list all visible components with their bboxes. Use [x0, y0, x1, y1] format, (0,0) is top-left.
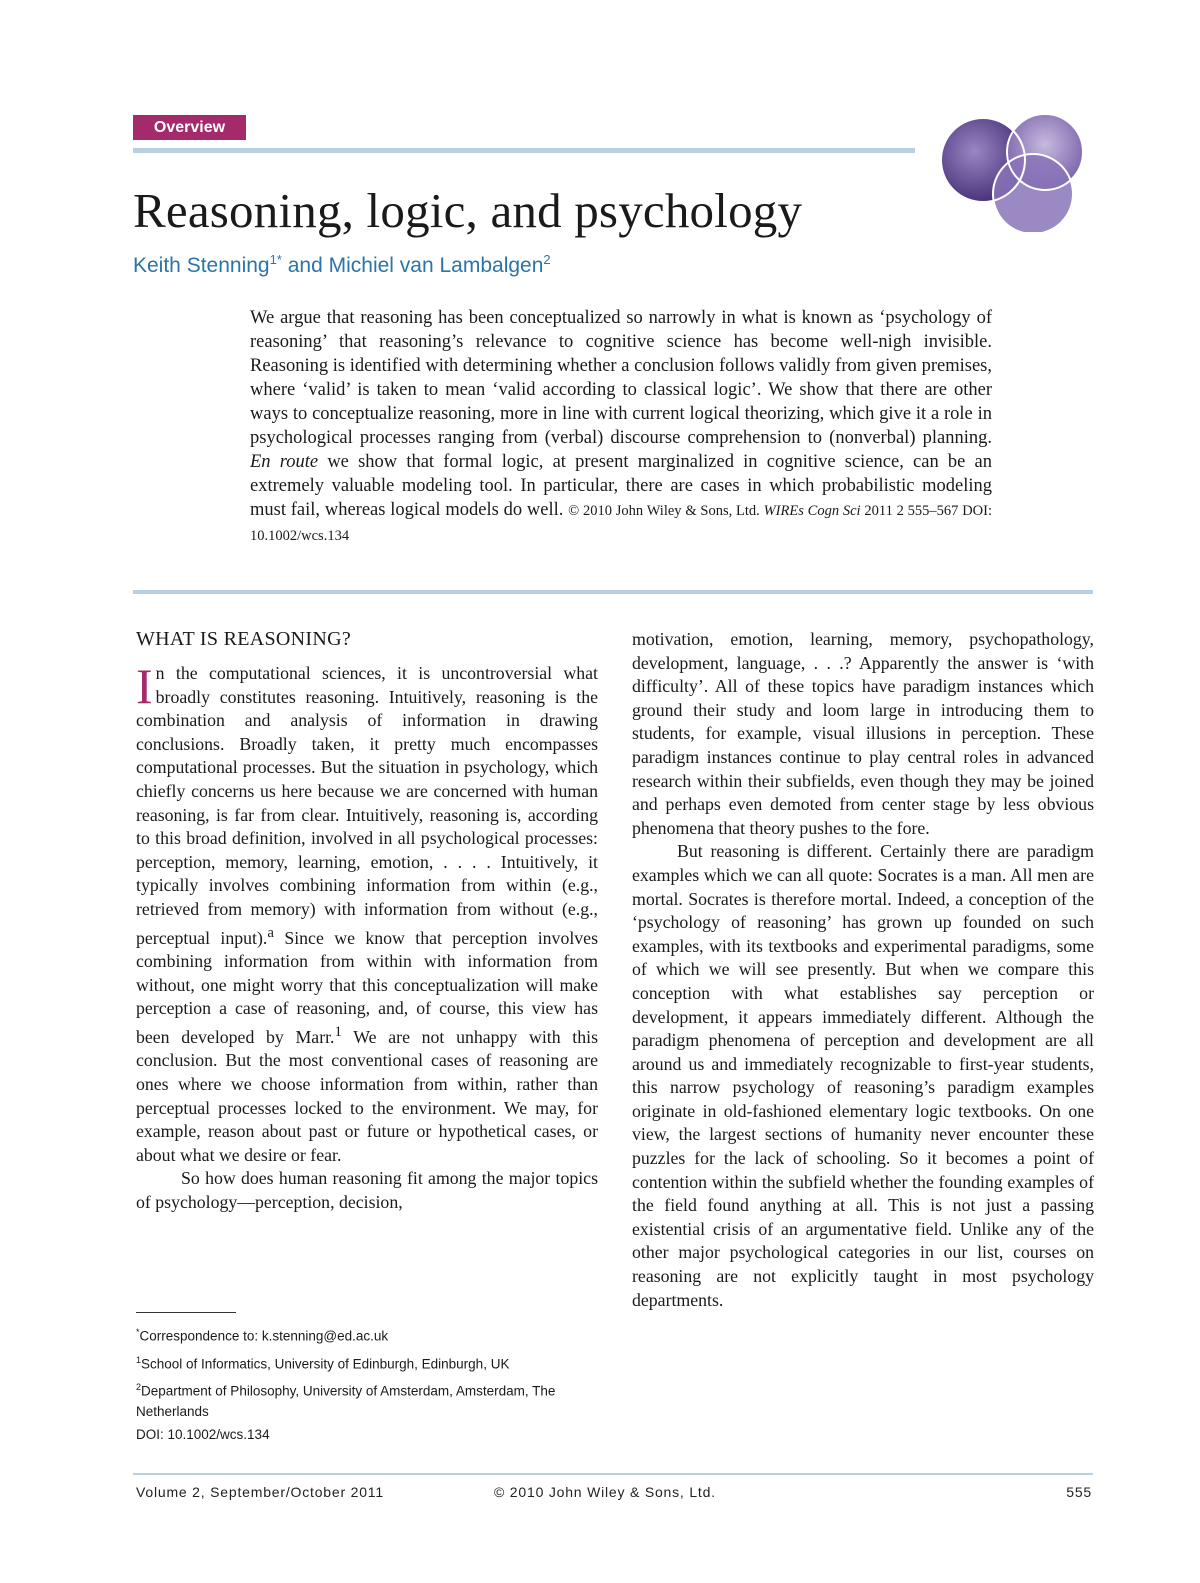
page-number: 555: [1066, 1484, 1092, 1500]
reference-1: 1: [334, 1023, 342, 1040]
abstract-text-b: we show that formal logic, at present marginalized in cognitive science, can be an extremely valuable modeling tool. In particular, there are cases in which probabilistic modeling must fail, whereas logical models do well.: [250, 452, 992, 520]
footnotes: [136, 1322, 598, 1448]
section-tag: Overview: [133, 115, 246, 140]
right-paragraph-1: motivation, emotion, learning, memory, psychopathology, development, language, . . .? Apparently the answer is ‘with difficulty’. All of these topics have paradigm instances which ground their study and loom large in introducing them to students, for example, visual illusions in perception. These paradigm instances continue to play central roles in advanced research within their subfields, even though they may be joined and perhaps even demoted from center stage by less obvious phenomena that theory pushes to the fore.: [632, 629, 1094, 838]
footer-copyright: © 2010 John Wiley & Sons, Ltd.: [494, 1484, 716, 1500]
author-1-mark: 1*: [269, 252, 282, 267]
affiliation-1: $^1$School of Informatics, University of Edinburgh, Edinburgh, UK: [136, 1354, 510, 1371]
correspondence-note: *Correspondence to: k.stenning@ed.ac.uk: [136, 1327, 389, 1344]
article-title: Reasoning, logic, and psychology: [133, 183, 803, 238]
right-column: [632, 628, 1094, 1312]
author-joiner: and: [281, 254, 329, 277]
header-rule: [133, 148, 915, 153]
left-paragraph-2: So how does human reasoning fit among the major topics of psychology—perception, decision,: [136, 1168, 598, 1212]
footer-rule: [133, 1473, 1093, 1475]
author-2: Michiel van Lambalgen: [328, 254, 544, 277]
doi-note: DOI: 10.1002/wcs.134: [136, 1426, 270, 1442]
author-2-mark: 2: [543, 252, 551, 267]
footer-volume: Volume 2, September/October 2011: [136, 1484, 384, 1500]
footnote-ref-a: a: [267, 924, 274, 941]
abstract-rule: [133, 590, 1093, 594]
left-column: [136, 626, 598, 1215]
left-paragraph-1: In the computational sciences, it is uncontroversial what broadly constitutes reasoning. Intuitively, reasoning is the combination and analysis of information in drawing conclusions. Broadly taken, it pretty much encompasses computational processes. But the situation in psychology, which chiefly concerns us here because we are concerned with human reasoning, is far from clear. Intuitively, reasoning is, according to this broad definition, involved in all psychological processes: perception, memory, learning, emotion, . . . . Intuitively, it typically involves combining information from within (e.g., retrieved from memory) with information from without (e.g., perceptual input).$^a$ Since we know that perception involves combining information from within with information from without, one might worry that this conceptualization will make perception a case of reasoning, and, of course, this view has been developed by Marr.$^1$ We are not unhappy with this conclusion. But the most conventional cases of reasoning are ones where we choose information from within, rather than perceptual processes locked to the environment. We may, for example, reason about past or future or hypothetical cases, or about what we desire or fear.: [136, 658, 598, 1165]
right-paragraph-2: But reasoning is different. Certainly there are paradigm examples which we can all quote: Socrates is a man. All men are mortal. Socrates is therefore mortal. Indeed, a conception of the ‘psychology of reasoning’ has grown up founded on such examples, with its textbooks and experimental paradigms, some of which we will see presently. But when we compare this conception with what establishes say perception or development, it appears immediately different. Although the paradigm phenomena of perception and development are all around us and immediately recognizable to first-year students, this narrow psychology of reasoning’s paradigm examples originate in old-fashioned elementary logic textbooks. On one view, the largest sections of humanity never encounter these puzzles for the lack of schooling. So it becomes a point of contention within the subfield whether the founding examples of the field found anything at all. This is not just a passing existential crisis of an argumentative field. Unlike any of the other major psychological categories in our list, courses on reasoning are not explicitly taught in most psychology departments.: [632, 841, 1094, 1310]
abstract-italic: En route: [250, 452, 319, 472]
section-heading: WHAT IS REASONING?: [136, 628, 352, 650]
abstract-text-a: We argue that reasoning has been conceptualized so narrowly in what is known as ‘psychology of reasoning’ that reasoning’s relevance to cognitive science has become well-nigh invisible. Reasoning is identified with determining whether a conclusion follows validly from given premises, where ‘valid’ is taken to mean ‘valid according to classical logic’. We show that there are other ways to conceptualize reasoning, more in line with current logical theorizing, which give it a role in psychological processes ranging from (verbal) discourse comprehension to (nonverbal) planning.: [250, 308, 992, 448]
author-line: [133, 252, 551, 278]
footnote-rule: [136, 1312, 236, 1313]
drop-cap: I: [136, 658, 153, 714]
abstract-citation: © 2010 John Wiley & Sons, Ltd. WIREs Cogn Sci 2011 2 555–567 DOI: 10.1002/wcs.134: [250, 503, 993, 544]
journal-circles-logo: [935, 112, 1085, 232]
affiliation-2: $^2$Department of Philosophy, University of Amsterdam, Amsterdam, The Netherlands: [136, 1382, 556, 1419]
author-1: Keith Stenning: [133, 254, 270, 277]
abstract: [250, 306, 992, 548]
